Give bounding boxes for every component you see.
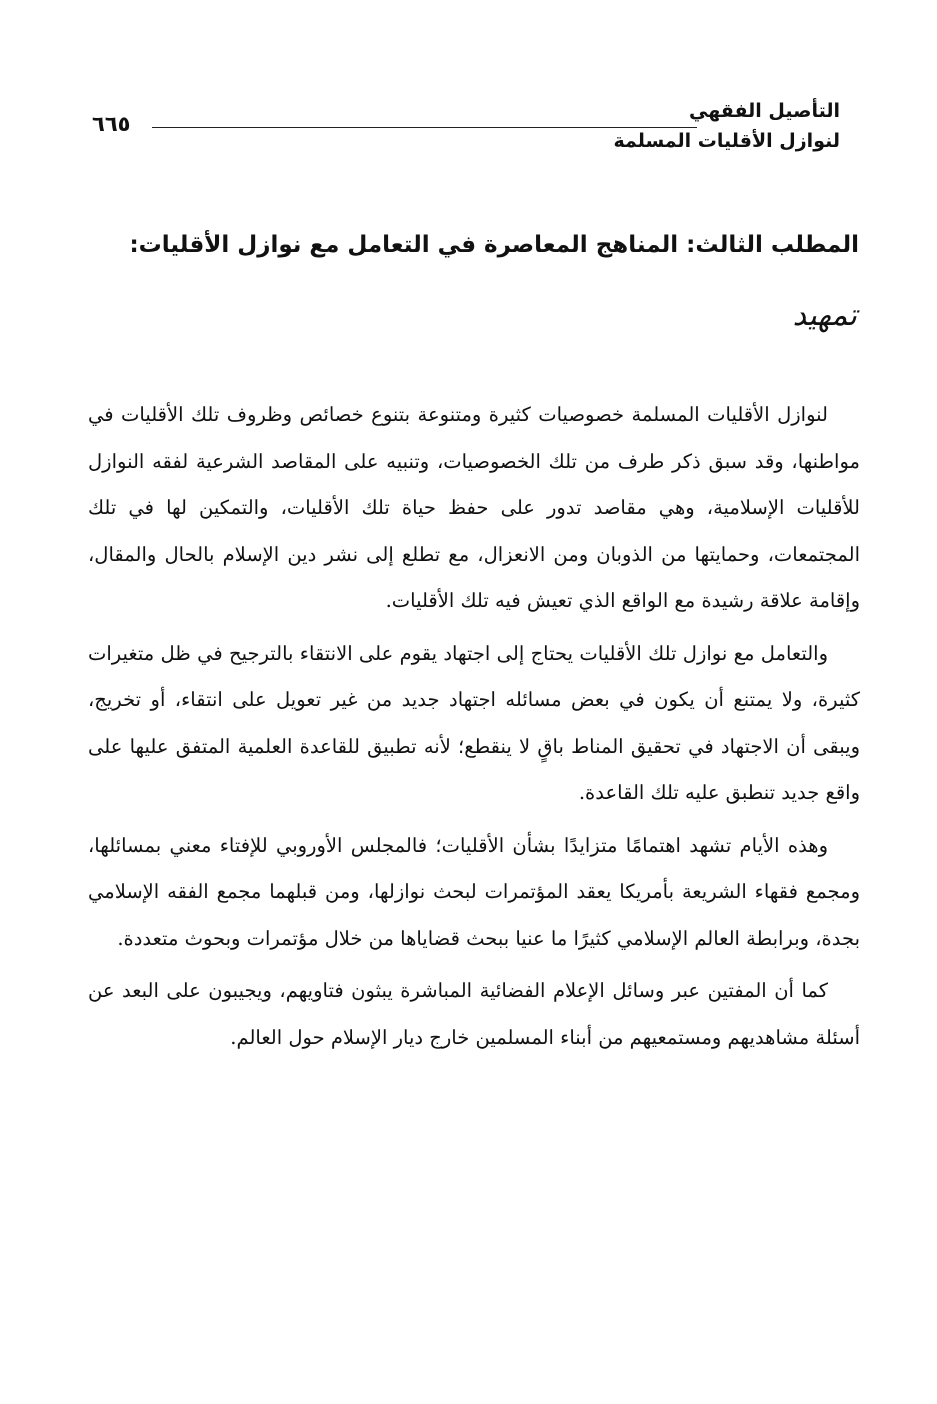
paragraph-2: والتعامل مع نوازل تلك الأقليات يحتاج إلى اجتهاد يقوم على الانتقاء بالترجيح في ظل متغيرات كثيرة، ولا يمتنع أن يكون في بعض مسائله اجتهاد جديد من غير تعويل على انتقاء، أو تخريج، ويبقى أن الاجتهاد في تحقيق المناط باقٍ لا ينقطع؛ لأنه تطبيق للقاعدة العلمية المتفق عليها على واقع جديد تنطبق عليه تلك القاعدة.: [88, 641, 860, 804]
paragraph-3: وهذه الأيام تشهد اهتمامًا متزايدًا بشأن الأقليات؛ فالمجلس الأوروبي للإفتاء معني بمسائلها، ومجمع فقهاء الشريعة بأمريكا يعقد المؤتمرات لبحث نوازلها، ومن قبلهما مجمع الفقه الإسلامي بجدة، وبرابطة العالم الإسلامي كثيرًا ما عنيا ببحث قضاياها من خلال مؤتمرات وبحوث متعددة.: [88, 833, 860, 950]
book-title-line-2: لنوازل الأقليات المسلمة: [613, 130, 840, 152]
paragraph-4: كما أن المفتين عبر وسائل الإعلام الفضائية المباشرة يبثون فتاويهم، ويجيبون على البعد عن أسئلة مشاهديهم ومستمعيهم من أبناء المسلمين خارج ديار الإسلام حول العالم.: [88, 979, 860, 1049]
running-header: [92, 96, 840, 176]
book-title-line-1: التأصيل الفقهي: [689, 100, 840, 122]
paragraph-1: لنوازل الأقليات المسلمة خصوصيات كثيرة ومتنوعة بتنوع خصائص وظروف تلك الأقليات في مواطنها، وقد سبق ذكر طرف من تلك الخصوصيات، وتنبيه على المقاصد الشرعية لفقه النوازل للأقليات الإسلامية، وهي مقاصد تدور على حفظ حياة تلك الأقليات، والتمكين لها في تلك المجتمعات، وحمايتها من الذوبان ومن الانعزال، مع تطلع إلى نشر دين الإسلام بالحال والمقال، وإقامة علاقة رشيدة مع الواقع الذي تعيش فيه تلك الأقليات.: [88, 403, 860, 612]
body-text: [88, 392, 860, 1061]
intro-label: تمهيد: [792, 298, 857, 333]
section-heading: المطلب الثالث: المناهج المعاصرة في التعامل مع نوازل الأقليات:: [129, 232, 859, 258]
book-title: [613, 96, 840, 156]
page-number: ٦٦٥: [92, 112, 131, 136]
header-rule: [152, 127, 697, 128]
